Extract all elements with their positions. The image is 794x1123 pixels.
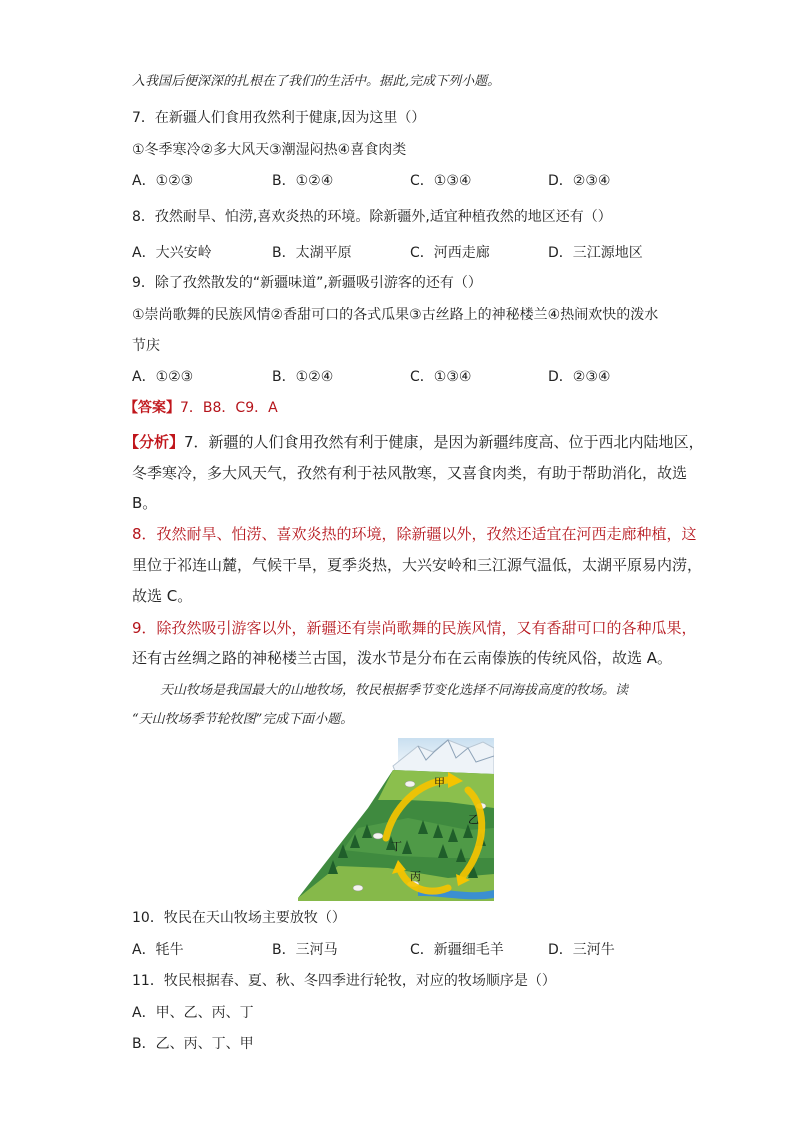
tianshan-pasture-figure	[298, 738, 494, 901]
q11-stem: 11．牧民根据春、夏、秋、冬四季进行轮牧，对应的牧场顺序是（）	[132, 973, 556, 989]
q10-stem: 10．牧民在天山牧场主要放牧（）	[132, 910, 346, 926]
q8-stem: 8．孜然耐旱、怕涝,喜欢炎热的环境。除新疆外,适宜种植孜然的地区还有（）	[132, 209, 612, 225]
q7-stem: 7．在新疆人们食用孜然利于健康,因为这里（）	[132, 110, 426, 126]
intro-text: 入我国后便深深的扎根在了我们的生活中。据此,完成下列小题。	[132, 74, 501, 89]
q8-option-b[interactable]: B．太湖平原	[272, 245, 352, 261]
q7-option-c[interactable]: C．①③④	[410, 173, 472, 189]
q8-option-a[interactable]: A．大兴安岭	[132, 245, 212, 261]
q8-option-c[interactable]: C．河西走廊	[410, 245, 490, 261]
analysis-line-6: 故选 C。	[132, 587, 193, 605]
q9-option-d[interactable]: D．②③④	[548, 369, 611, 385]
q7-statements: ①冬季寒冷②多大风天③潮湿闷热④喜食肉类	[132, 142, 407, 158]
q10-option-d[interactable]: D．三河牛	[548, 942, 615, 958]
q9-option-b[interactable]: B．①②④	[272, 369, 334, 385]
analysis-line-2: 冬季寒冷，多大风天气，孜然有利于祛风散寒，又喜食肉类，有助于帮助消化，故选	[132, 464, 688, 482]
q10-option-c[interactable]: C．新疆细毛羊	[410, 942, 504, 958]
label-bing: 丙	[410, 870, 421, 883]
q11-option-b[interactable]: B．乙、丙、丁、甲	[132, 1036, 254, 1052]
q10-option-b[interactable]: B．三河马	[272, 942, 338, 958]
answer-line	[124, 398, 278, 418]
q9-stem: 9．除了孜然散发的“新疆味道”,新疆吸引游客的还有（）	[132, 275, 482, 291]
q7-option-d[interactable]: D．②③④	[548, 173, 611, 189]
analysis-line-4: 8．孜然耐旱、怕涝、喜欢炎热的环境，除新疆以外，孜然还适宜在河西走廊种植，这	[132, 525, 697, 543]
q8-option-d[interactable]: D．三江源地区	[548, 245, 643, 261]
analysis-line-1	[124, 432, 704, 452]
label-ding: 丁	[391, 840, 402, 853]
q9-statements-1: ①崇尚歌舞的民族风情②香甜可口的各式瓜果③古丝路上的神秘楼兰④热闹欢快的泼水	[132, 307, 659, 323]
answer-text: 7．B8．C9．A	[180, 400, 278, 416]
pasture-diagram	[298, 738, 494, 901]
analysis-tag: 【分析】	[124, 433, 185, 451]
q11-option-a[interactable]: A．甲、乙、丙、丁	[132, 1005, 254, 1021]
q9-option-a[interactable]: A．①②③	[132, 369, 194, 385]
analysis-text-1: 7．新疆的人们食用孜然有利于健康，是因为新疆纬度高、位于西北内陆地区，	[184, 433, 704, 451]
q9-option-c[interactable]: C．①③④	[410, 369, 472, 385]
q9-statements-2: 节庆	[132, 338, 160, 354]
analysis-line-5: 里位于祁连山麓，气候干旱，夏季炎热，大兴安岭和三江源气温低，太湖平原易内涝，	[132, 556, 703, 574]
passage2-line-1: 天山牧场是我国最大的山地牧场，牧民根据季节变化选择不同海拔高度的牧场。读	[160, 683, 629, 698]
answer-tag: 【答案】	[124, 400, 180, 416]
analysis-line-8: 还有古丝绸之路的神秘楼兰古国，泼水节是分布在云南傣族的传统风俗，故选 A。	[132, 649, 673, 667]
analysis-line-3: B。	[132, 494, 158, 512]
q7-option-b[interactable]: B．①②④	[272, 173, 334, 189]
analysis-line-7: 9．除孜然吸引游客以外，新疆还有崇尚歌舞的民族风情，又有香甜可口的各种瓜果，	[132, 619, 697, 637]
passage2-line-2: “天山牧场季节轮牧图”完成下面小题。	[132, 712, 354, 727]
q10-option-a[interactable]: A．牦牛	[132, 942, 184, 958]
q7-option-a[interactable]: A．①②③	[132, 173, 194, 189]
label-jia: 甲	[434, 776, 445, 789]
label-yi: 乙	[468, 813, 479, 826]
